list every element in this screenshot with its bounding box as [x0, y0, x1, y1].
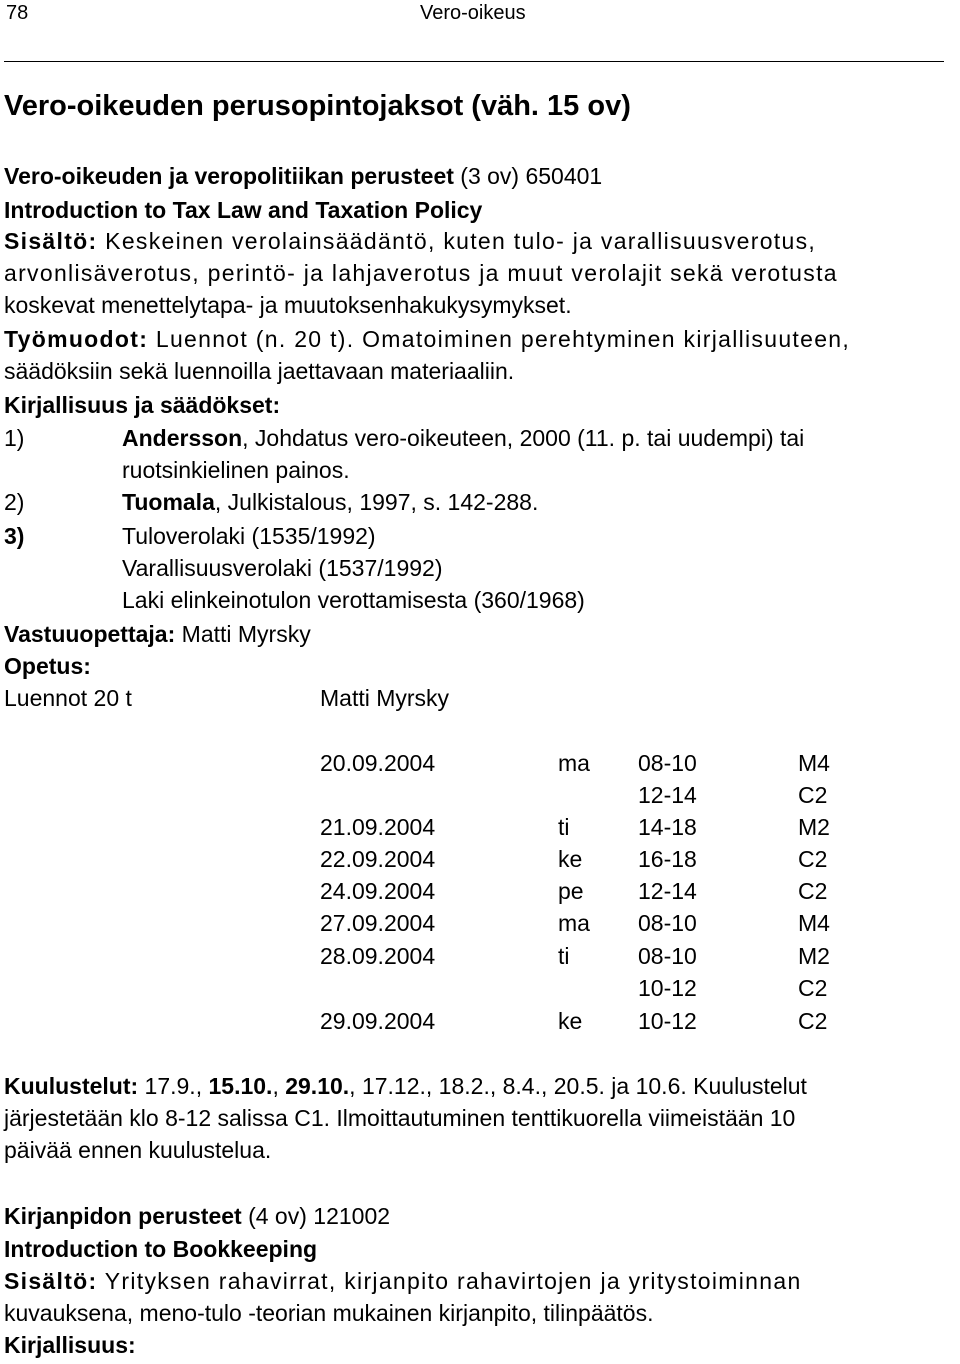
page-header	[0, 0, 960, 30]
course1-work-label: Työmuodot:	[4, 326, 149, 352]
literature-text: , Johdatus vero-oikeuteen, 2000 (11. p. tai uudempi) tai	[242, 425, 805, 451]
schedule-time: 08-10	[638, 910, 697, 936]
schedule-time: 08-10	[638, 943, 697, 969]
literature-number: 3)	[4, 523, 25, 549]
schedule-date: 28.09.2004	[320, 943, 436, 969]
course2-title-credits: (4 ov) 121002	[241, 1203, 391, 1229]
schedule-room: C2	[798, 846, 828, 872]
literature-item-cont: Varallisuusverolaki (1537/1992)	[122, 555, 443, 581]
schedule-date: 24.09.2004	[320, 878, 436, 904]
course1-work-line: Luennot (n. 20 t). Omatoiminen perehtyminen kirjallisuuteen,	[148, 326, 851, 352]
schedule-time: 12-14	[638, 878, 697, 904]
literature-text: , Julkistalous, 1997, s. 142-288.	[214, 489, 539, 515]
exams-line: päivää ennen kuulustelua.	[4, 1137, 272, 1163]
literature-item-cont: ruotsinkielinen painos.	[122, 457, 350, 483]
responsible-name: Matti Myrsky	[175, 621, 311, 647]
schedule-room: M2	[798, 943, 830, 969]
course1-subtitle: Introduction to Tax Law and Taxation Policy	[4, 197, 483, 223]
schedule-date: 27.09.2004	[320, 910, 436, 936]
course1-exams	[4, 1071, 807, 1101]
literature-author: Tuomala	[122, 489, 215, 515]
schedule-day: ma	[558, 910, 590, 936]
course2-content	[4, 1266, 802, 1296]
course1-content-line: koskevat menettelytapa- ja muutoksenhakukysymykset.	[4, 292, 572, 318]
schedule-day: ke	[558, 1008, 583, 1034]
schedule-time: 12-14	[638, 782, 697, 808]
literature-item-cont: Laki elinkeinotulon verottamisesta (360/1968)	[122, 587, 585, 613]
teaching-type: Luennot 20 t	[4, 685, 132, 711]
course1-title	[4, 161, 602, 191]
schedule-day: pe	[558, 878, 584, 904]
schedule-date: 22.09.2004	[320, 846, 436, 872]
schedule-day: ma	[558, 750, 590, 776]
course1-content-line: Keskeinen verolainsäädäntö, kuten tulo- ja varallisuusverotus,	[97, 228, 817, 254]
exams-date: 29.10.	[285, 1073, 350, 1099]
exams-text: ,	[272, 1073, 286, 1099]
schedule-date: 21.09.2004	[320, 814, 436, 840]
literature-author: Andersson	[122, 425, 243, 451]
teacher-name: Matti Myrsky	[320, 685, 450, 711]
schedule-date: 20.09.2004	[320, 750, 436, 776]
exams-text: 17.9.,	[138, 1073, 209, 1099]
course1-literature-label: Kirjallisuus ja säädökset:	[4, 392, 281, 418]
exams-line: järjestetään klo 8-12 salissa C1. Ilmoittautuminen tenttikuorella viimeistään 10	[4, 1105, 796, 1131]
course2-title	[4, 1201, 390, 1231]
running-title: Vero-oikeus	[420, 2, 526, 24]
exams-text: , 17.12., 18.2., 8.4., 20.5. ja 10.6. Kuulustelut	[349, 1073, 807, 1099]
schedule-day: ti	[558, 814, 570, 840]
responsible-label: Vastuuopettaja:	[4, 621, 176, 647]
schedule-date: 29.09.2004	[320, 1008, 436, 1034]
schedule-day: ke	[558, 846, 583, 872]
schedule-time: 10-12	[638, 1008, 697, 1034]
course2-content-label: Sisältö:	[4, 1268, 98, 1294]
course1-content	[4, 226, 816, 256]
section-heading: Vero-oikeuden perusopintojaksot (väh. 15 ov)	[4, 90, 631, 122]
schedule-day: ti	[558, 943, 570, 969]
course1-content-label: Sisältö:	[4, 228, 98, 254]
course1-title-name: Vero-oikeuden ja veropolitiikan perusteet	[4, 163, 454, 189]
exams-label: Kuulustelut:	[4, 1073, 139, 1099]
schedule-room: M4	[798, 910, 830, 936]
course1-workmodes	[4, 324, 850, 354]
course2-subtitle: Introduction to Bookkeeping	[4, 1236, 318, 1262]
teaching-label: Opetus:	[4, 653, 91, 679]
course1-responsible	[4, 619, 311, 649]
literature-item	[122, 487, 538, 517]
schedule-room: C2	[798, 782, 828, 808]
course2-content-line: Yrityksen rahavirrat, kirjanpito rahavirtojen ja yritystoiminnan	[97, 1268, 802, 1294]
course1-work-line: säädöksiin sekä luennoilla jaettavaan materiaaliin.	[4, 358, 515, 384]
course2-content-line: kuvauksena, meno-tulo -teorian mukainen kirjanpito, tilinpäätös.	[4, 1300, 654, 1326]
course1-title-credits: (3 ov) 650401	[453, 163, 603, 189]
schedule-room: M2	[798, 814, 830, 840]
exams-date: 15.10.	[208, 1073, 273, 1099]
schedule-time: 10-12	[638, 975, 697, 1001]
literature-item	[122, 423, 804, 453]
schedule-room: C2	[798, 975, 828, 1001]
course2-title-name: Kirjanpidon perusteet	[4, 1203, 242, 1229]
page-number: 78	[6, 2, 29, 24]
course1-content-line: arvonlisäverotus, perintö- ja lahjaverotus ja muut verolajit sekä verotusta	[4, 260, 838, 286]
schedule-room: M4	[798, 750, 830, 776]
schedule-time: 16-18	[638, 846, 697, 872]
schedule-time: 14-18	[638, 814, 697, 840]
literature-item: Tuloverolaki (1535/1992)	[122, 523, 376, 549]
schedule-time: 08-10	[638, 750, 697, 776]
course2-literature-label: Kirjallisuus:	[4, 1332, 136, 1358]
schedule-room: C2	[798, 878, 828, 904]
header-rule	[4, 61, 944, 62]
schedule-room: C2	[798, 1008, 828, 1034]
literature-number: 1)	[4, 425, 25, 451]
literature-number: 2)	[4, 489, 25, 515]
